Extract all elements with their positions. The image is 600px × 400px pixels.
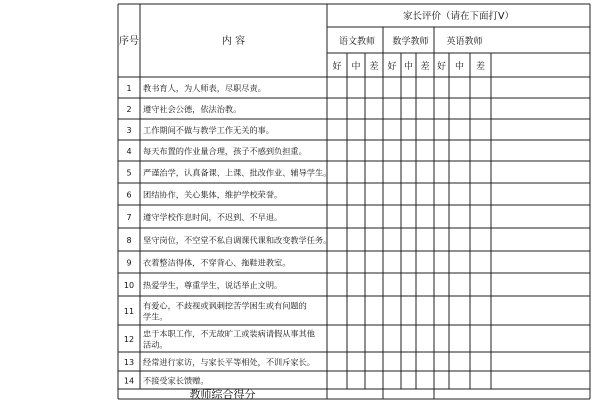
- row-number: 11: [123, 307, 135, 316]
- row-number: 9: [126, 258, 132, 268]
- row-number: 13: [123, 358, 135, 367]
- row-content-line: 活动。: [143, 339, 168, 350]
- row-content: 团结协作，关心集体，维护学校荣誉。: [143, 189, 283, 200]
- row-content: 热爱学生，尊重学生，说话举止文明。: [143, 280, 283, 290]
- row-content-line: 忠于本职工作，不无故旷工或装病请假从事其他: [143, 328, 315, 339]
- row-number: 12: [123, 335, 135, 344]
- total-score-label: 教师综合得分: [189, 388, 256, 400]
- row-number: 8: [126, 236, 132, 245]
- row-number: 6: [126, 190, 132, 200]
- grade-label: 差: [420, 62, 430, 72]
- teacher-header-2: 数学教师: [392, 37, 429, 47]
- row-content: 遵守学校作息时间，不迟到、不早退。: [143, 212, 283, 222]
- row-content: 经常进行家访，与家长平等相处，不训斥家长。: [143, 357, 315, 367]
- row-content: 每天布置的作业量合理，孩子不感到负担重。: [143, 146, 307, 156]
- grade-label: 中: [403, 62, 414, 72]
- row-content: 不接受家长馈赠。: [143, 375, 209, 386]
- grade-label: 中: [454, 62, 465, 72]
- teacher-header-1: 语文教师: [338, 37, 376, 47]
- grade-label: 差: [369, 62, 379, 72]
- teacher-header-3: 英语教师: [446, 37, 483, 47]
- grade-label: 好: [332, 62, 342, 72]
- grade-label: 好: [387, 62, 397, 72]
- row-number: 1: [126, 84, 132, 93]
- row-content: 遵守社会公德，依法治教。: [143, 104, 242, 114]
- row-content: 教书育人，为人师表，尽职尽责。: [143, 83, 266, 93]
- row-number: 5: [126, 168, 132, 178]
- row-number: 2: [126, 105, 132, 114]
- row-number: 7: [126, 213, 132, 222]
- row-number: 14: [123, 376, 135, 386]
- grade-label: 差: [475, 62, 486, 72]
- row-number: 10: [123, 281, 135, 290]
- content-header: 内 容: [221, 36, 246, 47]
- row-content: 严谨治学，认真备课、上课、批改作业、辅导学生。: [143, 167, 332, 178]
- grade-label: 中: [351, 62, 361, 72]
- row-content-line: 有爱心，不歧视或讽刺挖苦学困生或有问题的: [143, 300, 307, 311]
- row-number: 4: [126, 147, 132, 156]
- row-content-line: 学生。: [143, 311, 168, 322]
- seq-header: 序号: [119, 36, 139, 47]
- row-number: 3: [126, 126, 132, 135]
- grade-label: 好: [436, 62, 447, 72]
- parent-eval-header: 家长评价（请在下面打V）: [403, 11, 514, 22]
- row-content: 衣着整洁得体，不穿背心、拖鞋进教室。: [143, 257, 291, 268]
- row-content: 坚守岗位，不空堂不私自调课代课和改变教学任务。: [143, 235, 332, 245]
- row-content: 工作期间不做与教学工作无关的事。: [143, 125, 275, 135]
